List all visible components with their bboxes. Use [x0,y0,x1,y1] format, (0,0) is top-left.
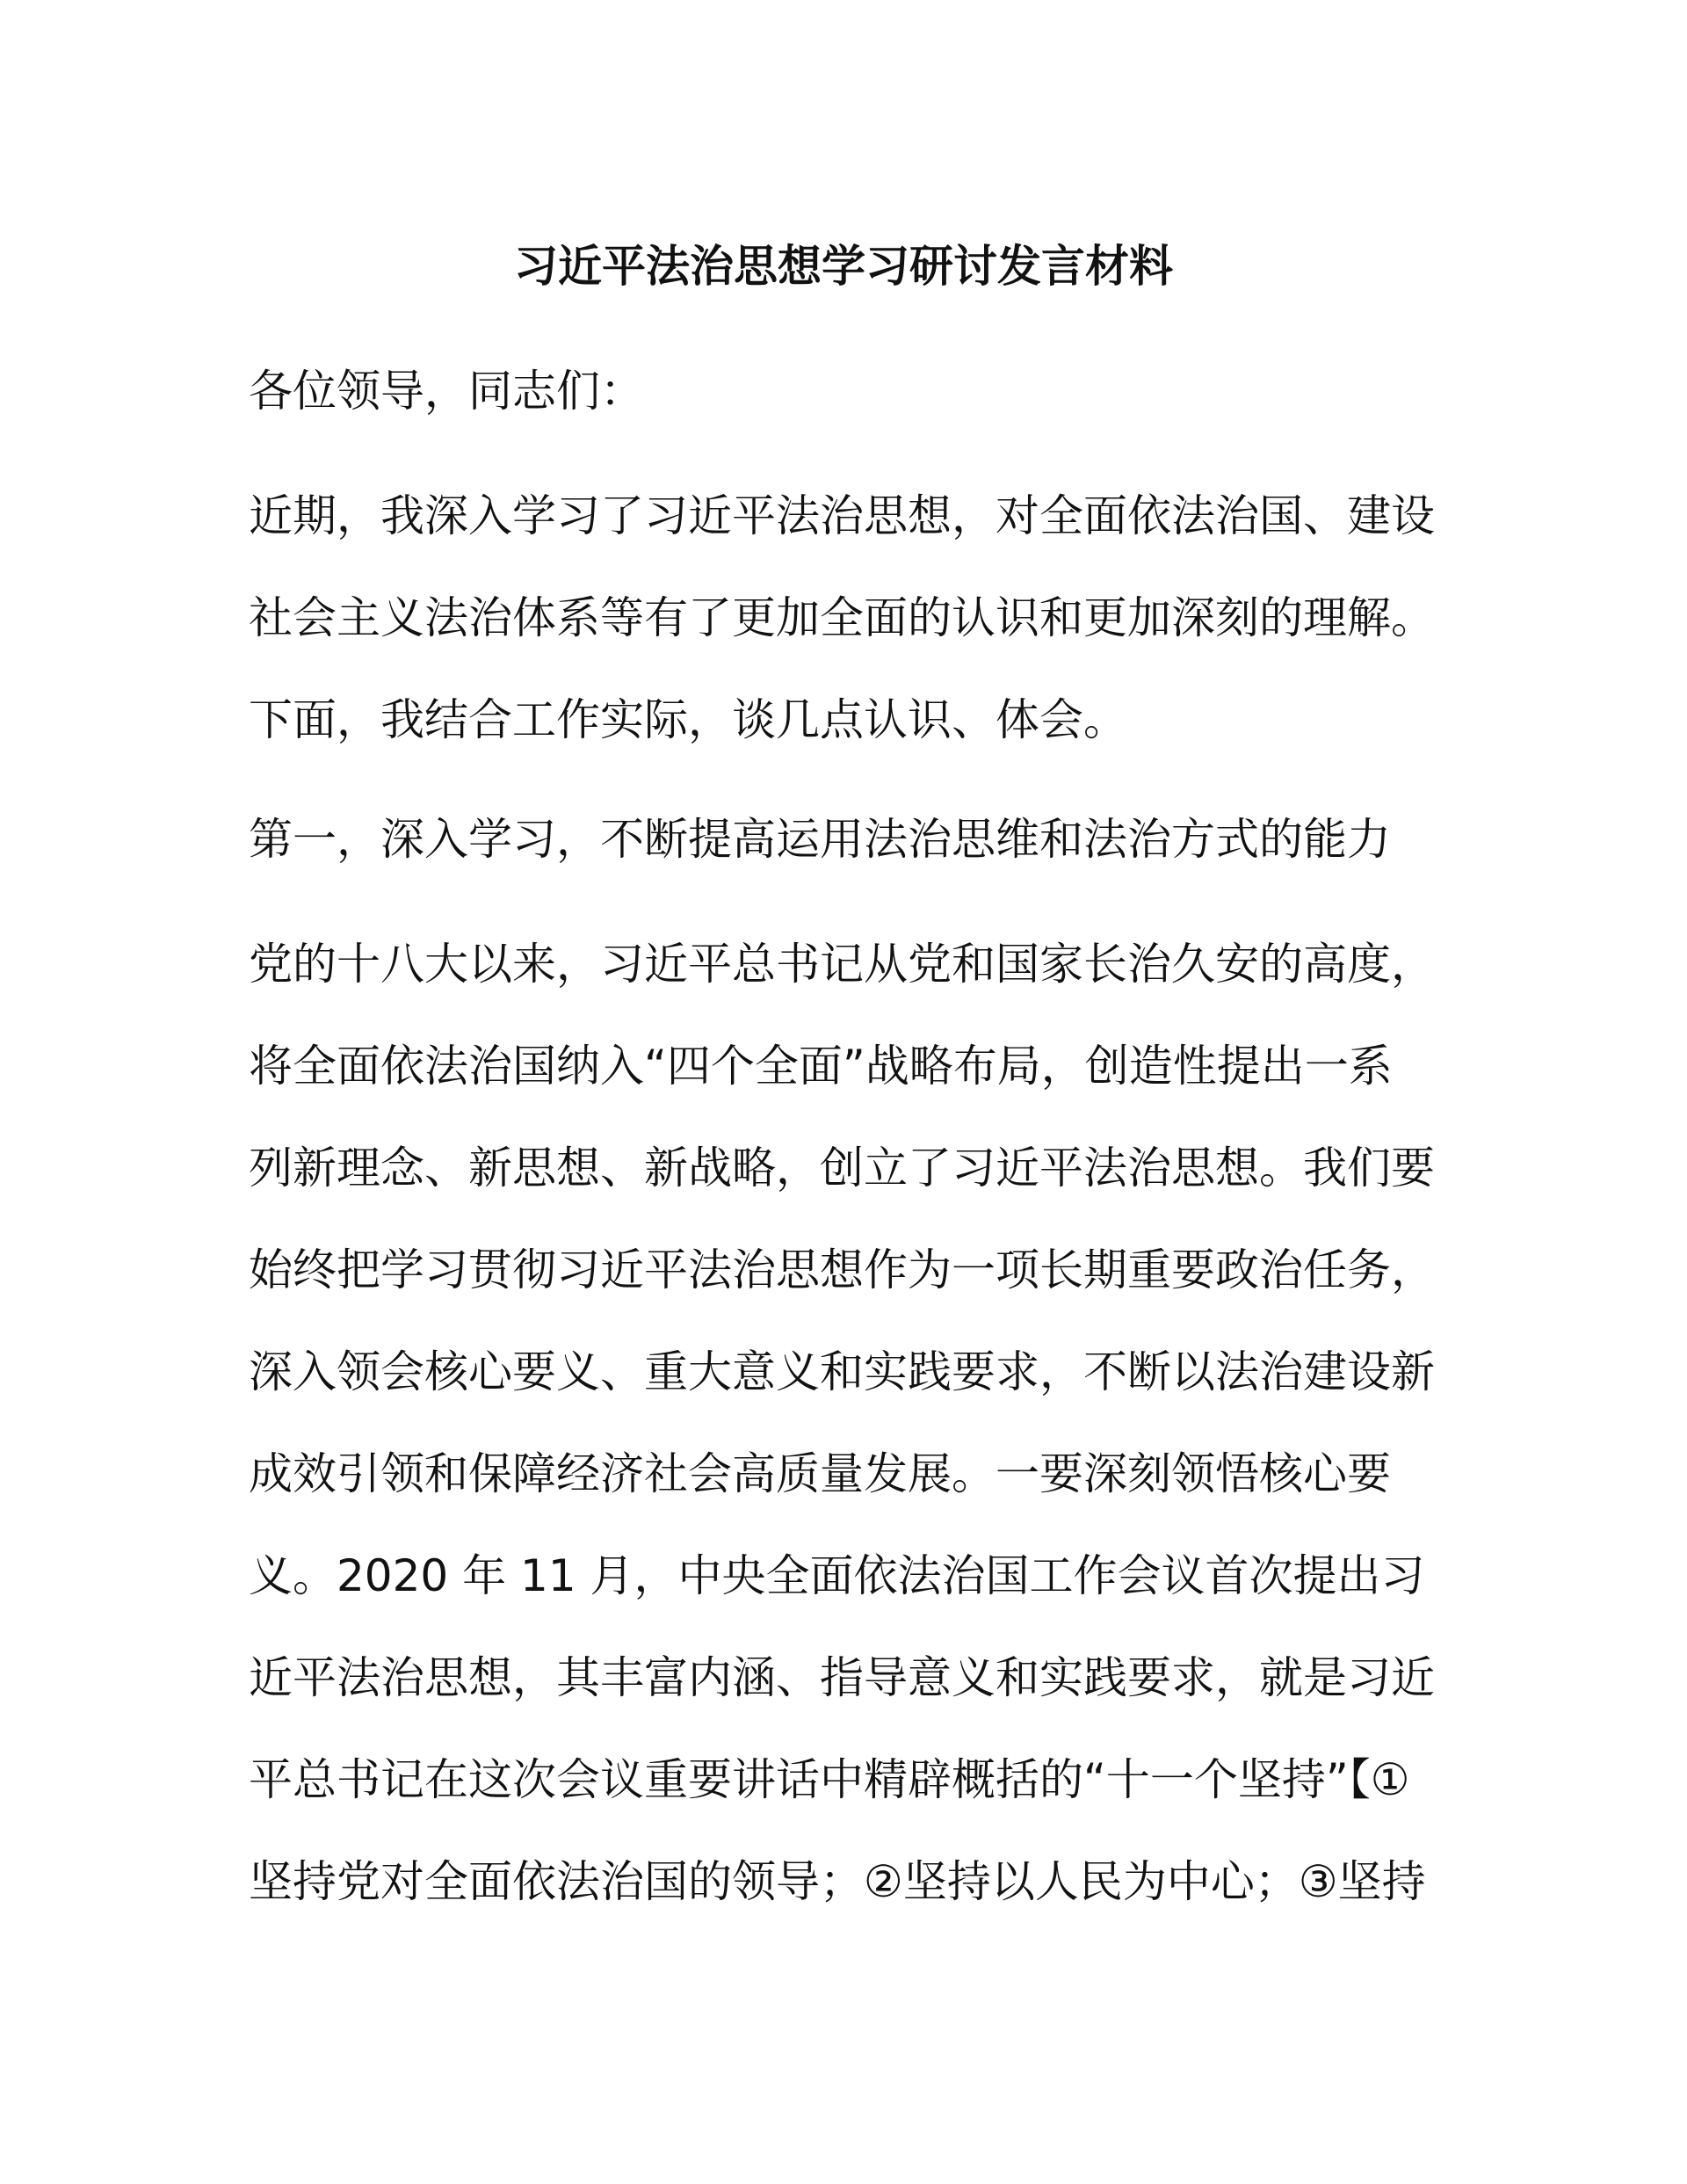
body-line: 成效引领和保障经济社会高质量发展。一要深刻领悟核心要 [249,1448,1391,1499]
body-line: 始终把学习贯彻习近平法治思想作为一项长期重要政治任务， [249,1244,1435,1295]
salutation: 各位领导，同志们： [249,366,644,417]
section-heading: 第一，深入学习，不断提高运用法治思维和法治方式的能力 [249,814,1391,865]
document-title: 习近平法治思想学习研讨发言材料 [514,241,1173,292]
body-line: 列新理念、新思想、新战略，创立了习近平法治思想。我们要 [249,1143,1435,1194]
intro-line: 近期，我深入学习了习近平法治思想，对全面依法治国、建设 [249,490,1435,541]
intro-line: 社会主义法治体系等有了更加全面的认识和更加深刻的理解。 [249,592,1435,643]
intro-line: 下面，我结合工作实际，谈几点认识、体会。 [249,694,1127,745]
body-line: 近平法治思想，其丰富内涵、指导意义和实践要求，就是习近 [249,1652,1435,1703]
body-line: 深入领会核心要义、重大意义和实践要求，不断以法治建设新 [249,1346,1435,1397]
body-line: 平总书记在这次会议重要讲话中精辟概括的“十一个坚持”【① [249,1754,1410,1805]
body-line: 义。2020 年 11 月，中央全面依法治国工作会议首次提出习 [249,1550,1425,1601]
body-line: 坚持党对全面依法治国的领导；②坚持以人民为中心；③坚持 [249,1856,1426,1907]
body-line: 将全面依法治国纳入“四个全面”战略布局，创造性提出一系 [249,1041,1393,1092]
body-line: 党的十八大以来，习近平总书记从党和国家长治久安的高度， [249,939,1435,990]
